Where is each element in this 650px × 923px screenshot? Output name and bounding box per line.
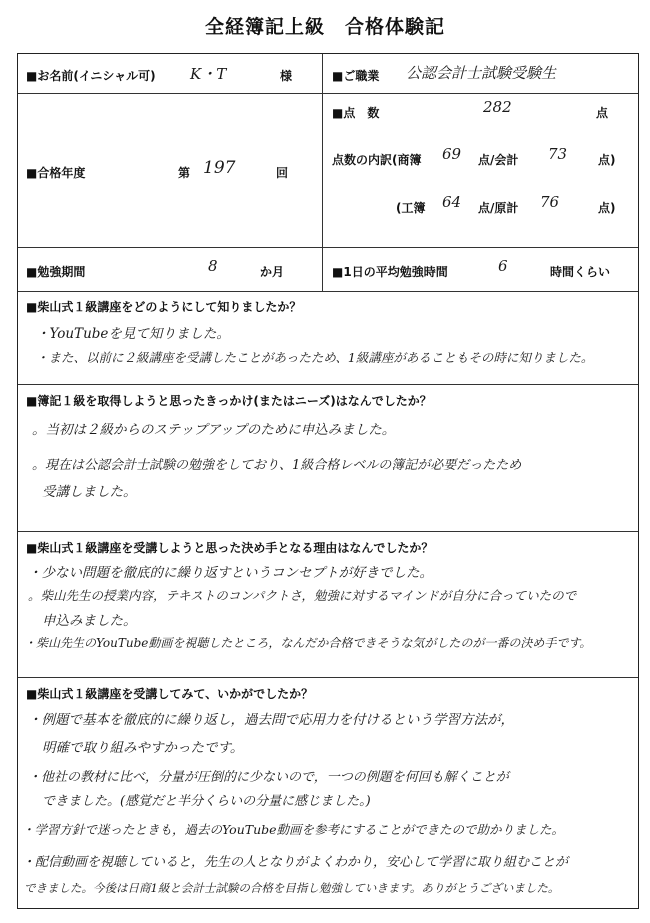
breakdown-label: 点数の内訳(商簿 bbox=[332, 153, 422, 167]
kobo-score: 64 bbox=[442, 193, 462, 211]
answer-4-line-4: できました。(感覚だと半分くらいの分量に感じました。) bbox=[42, 794, 371, 809]
answer-4-line-6: ・配信動画を視聴していると，先生の人となりがよくわかり，安心して学習に取り組むことが bbox=[22, 855, 569, 870]
divider bbox=[18, 247, 638, 248]
answer-2-line-2: 。現在は公認会計士試験の勉強をしており、1級合格レベルの簿記が必要だったため bbox=[32, 458, 522, 473]
answer-3-line-1: ・少ない問題を徹底的に繰り返すというコンセプトが好きでした。 bbox=[28, 565, 433, 581]
answer-4-line-7: できました。今後は日商1級と会計士試験の合格を目指し勉強していきます。ありがとうございました。 bbox=[24, 881, 560, 895]
study-period-suffix: か月 bbox=[260, 265, 285, 279]
divider bbox=[18, 93, 638, 94]
score-label: ■点 数 bbox=[332, 106, 380, 120]
divider bbox=[18, 531, 638, 532]
study-period-label: ■勉強期間 bbox=[26, 265, 86, 279]
daily-hours-suffix: 時間くらい bbox=[550, 265, 611, 279]
genka-score: 76 bbox=[540, 193, 560, 211]
answer-4-line-1: ・例題で基本を徹底的に繰り返し，過去問で応用力を付けるという学習方法が， bbox=[28, 712, 514, 728]
column-divider bbox=[322, 54, 323, 291]
breakdown-close-2: 点) bbox=[598, 201, 616, 215]
question-4: ■柴山式１級講座を受講してみて、いかがでしたか？ bbox=[26, 687, 314, 701]
daily-hours-value: 6 bbox=[498, 257, 508, 275]
answer-4-line-5: ・学習方針で迷ったときも，過去のYouTube動画を参考にすることができたので助かりました。 bbox=[22, 822, 565, 837]
breakdown-close-1: 点) bbox=[598, 153, 616, 167]
question-3: ■柴山式１級講座を受講しようと思った決め手となる理由はなんでしたか？ bbox=[26, 541, 434, 555]
occupation-label: ■ご職業 bbox=[332, 69, 380, 83]
question-1: ■柴山式１級講座をどのようにして知りましたか？ bbox=[26, 300, 302, 314]
pass-year-label: ■合格年度 bbox=[26, 166, 86, 180]
name-label: ■お名前(イニシャル可) bbox=[26, 69, 156, 83]
page-title: 全経簿記上級 合格体験記 bbox=[204, 16, 445, 38]
answer-1-line-2: ・また、以前に２級講座を受講したことがあったため、1級講座があることもその時に知りました。 bbox=[36, 350, 594, 365]
pass-year-suffix: 回 bbox=[276, 166, 289, 180]
daily-hours-label: ■1日の平均勉強時間 bbox=[332, 265, 448, 279]
shobo-score: 69 bbox=[442, 145, 462, 163]
answer-4-line-2: 明確で取り組みやすかったです。 bbox=[42, 740, 244, 756]
answer-3-line-2: 。柴山先生の授業内容，テキストのコンパクトさ，勉強に対するマインドが自分に合っていたので bbox=[28, 588, 577, 603]
score-total: 282 bbox=[483, 98, 512, 116]
kobo-label: (工簿 bbox=[396, 201, 426, 215]
experience-form bbox=[17, 53, 639, 909]
answer-1-line-1: ・YouTubeを見て知りました。 bbox=[36, 326, 230, 342]
divider bbox=[18, 291, 638, 292]
pass-year-prefix: 第 bbox=[178, 166, 191, 180]
study-period-value: 8 bbox=[208, 257, 218, 275]
divider bbox=[18, 384, 638, 385]
answer-2-line-1: 。当初は２級からのステップアップのために申込みました。 bbox=[32, 422, 396, 438]
answer-3-line-4: ・柴山先生のYouTube動画を視聴したところ，なんだか合格できそうな気がしたのが一番の決め手です。 bbox=[24, 636, 592, 650]
pass-year-value: 197 bbox=[203, 158, 236, 178]
answer-4-line-3: ・他社の教材に比べ，分量が圧倒的に少ないので，一つの例題を何回も解くことが bbox=[28, 770, 509, 785]
question-2: ■簿記１級を取得しようと思ったきっかけ(またはニーズ)はなんでしたか？ bbox=[26, 394, 432, 408]
name-value: K・T bbox=[190, 65, 227, 83]
name-suffix: 様 bbox=[280, 69, 293, 83]
answer-3-line-3: 申込みました。 bbox=[42, 613, 137, 629]
genka-label: 点/原計 bbox=[478, 201, 519, 215]
divider bbox=[18, 677, 638, 678]
score-unit: 点 bbox=[596, 106, 609, 120]
occupation-value: 公認会計士試験受験生 bbox=[406, 64, 557, 82]
answer-2-line-3: 受講しました。 bbox=[42, 484, 137, 500]
kaikei-label: 点/会計 bbox=[478, 153, 519, 167]
kaikei-score: 73 bbox=[548, 145, 568, 163]
